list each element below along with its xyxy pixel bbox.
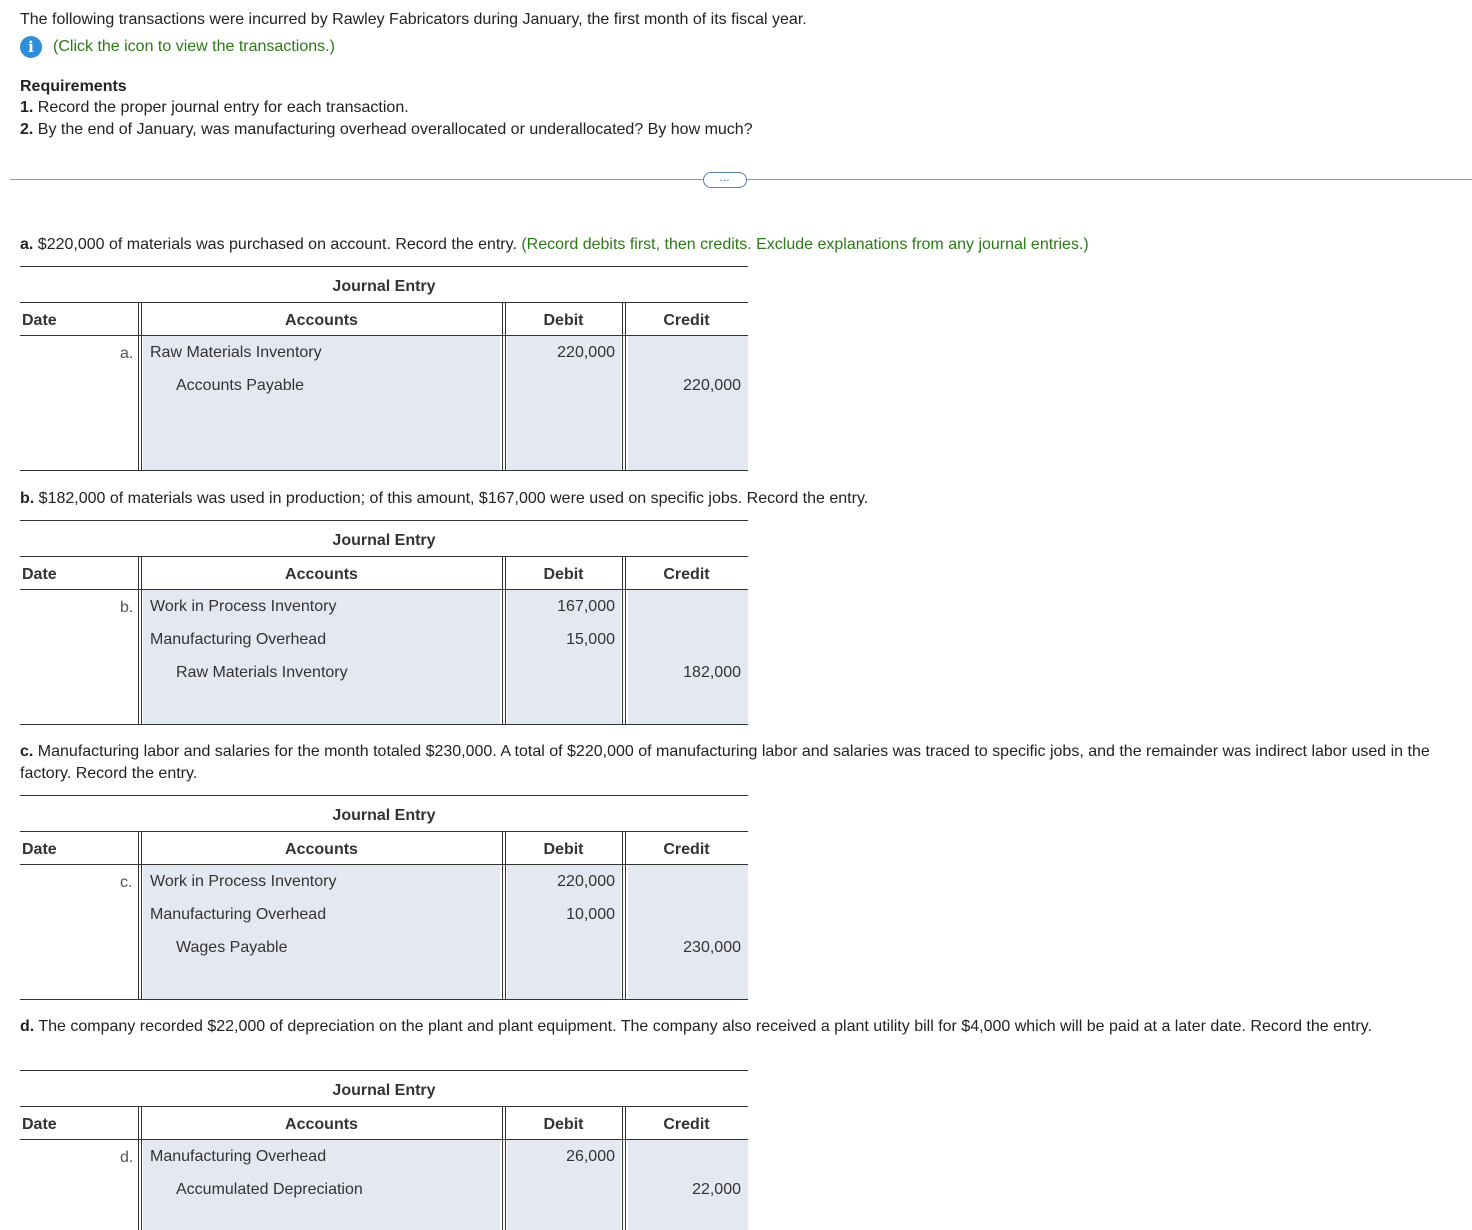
section-a-prompt xyxy=(20,235,1089,255)
section-text: The company recorded $22,000 of depreciation on the plant and plant equipment. The company also received a plant utility bill for $4,000 which will be paid at a later date. Record the entry. xyxy=(38,1018,1372,1035)
table-bottom-rule xyxy=(20,470,748,471)
entry-letter: d. xyxy=(120,1149,134,1166)
table-bottom-rule xyxy=(20,999,748,1000)
column-divider xyxy=(141,1106,142,1230)
accounts-column-header: Accounts xyxy=(285,312,358,329)
section-label: a. xyxy=(20,236,34,253)
credit-column-shade xyxy=(628,590,748,724)
table-top-rule xyxy=(20,795,748,796)
requirement-number: 2. xyxy=(20,121,34,138)
requirement-text: By the end of January, was manufacturing overhead overallocated or underallocated? By how much? xyxy=(37,121,753,138)
credit-column-shade xyxy=(628,865,748,999)
column-divider xyxy=(138,556,139,724)
header-top-rule xyxy=(20,1106,748,1107)
header-bottom-rule xyxy=(20,335,748,336)
account-name: Manufacturing Overhead xyxy=(150,631,327,648)
account-name: Wages Payable xyxy=(176,939,288,956)
debit-column-header: Debit xyxy=(543,566,584,583)
accounts-column-header: Accounts xyxy=(285,566,358,583)
credit-column-header: Credit xyxy=(663,312,710,329)
column-divider xyxy=(502,831,503,999)
account-name: Work in Process Inventory xyxy=(150,598,337,615)
column-divider xyxy=(622,831,623,999)
header-top-rule xyxy=(20,302,748,303)
column-divider xyxy=(138,831,139,999)
journal-entry-title: Journal Entry xyxy=(332,278,436,295)
table-top-rule xyxy=(20,520,748,521)
credit-column-header: Credit xyxy=(663,1116,710,1133)
column-divider xyxy=(141,302,142,470)
debit-amount: 15,000 xyxy=(566,631,615,648)
section-text: $182,000 of materials was used in production; of this amount, $167,000 were used on specific jobs. Record the entry. xyxy=(38,490,869,507)
journal-entry-title: Journal Entry xyxy=(332,807,436,824)
column-divider xyxy=(138,302,139,470)
table-bottom-rule xyxy=(20,724,748,725)
more-button[interactable]: … xyxy=(703,172,747,188)
view-transactions-link[interactable]: (Click the icon to view the transactions.) xyxy=(53,38,335,55)
account-name: Manufacturing Overhead xyxy=(150,1148,327,1165)
credit-amount: 182,000 xyxy=(683,664,741,681)
debit-amount: 220,000 xyxy=(557,873,615,890)
header-bottom-rule xyxy=(20,589,748,590)
date-column-header: Date xyxy=(22,566,57,583)
date-column-header: Date xyxy=(22,312,57,329)
header-top-rule xyxy=(20,831,748,832)
debit-column-header: Debit xyxy=(543,1116,584,1133)
credit-column-header: Credit xyxy=(663,566,710,583)
section-text: $220,000 of materials was purchased on account. Record the entry. xyxy=(37,236,517,253)
section-label: b. xyxy=(20,490,35,507)
requirement-item xyxy=(20,98,409,118)
entry-letter: c. xyxy=(120,874,133,891)
table-top-rule xyxy=(20,1070,748,1071)
section-hint: (Record debits first, then credits. Exclude explanations from any journal entries.) xyxy=(521,236,1089,253)
requirement-number: 1. xyxy=(20,99,34,116)
accounts-column-header: Accounts xyxy=(285,841,358,858)
info-icon[interactable]: i xyxy=(20,36,42,58)
column-divider xyxy=(502,1106,503,1230)
credit-amount: 22,000 xyxy=(692,1181,741,1198)
accounts-column-header: Accounts xyxy=(285,1116,358,1133)
section-label: d. xyxy=(20,1018,35,1035)
section-text: Manufacturing labor and salaries for the month totaled $230,000. A total of $220,000 of manufacturing labor and salaries was traced to specific jobs, and the remainder was indirect labor used in the factory. Record the entry. xyxy=(20,743,1430,782)
column-divider xyxy=(502,302,503,470)
account-name: Accounts Payable xyxy=(176,377,305,394)
section-d-prompt xyxy=(20,1016,1465,1038)
requirement-text: Record the proper journal entry for each transaction. xyxy=(37,99,409,116)
column-divider xyxy=(502,556,503,724)
column-divider xyxy=(141,556,142,724)
intro-text: The following transactions were incurred by Rawley Fabricators during January, the first month of its fiscal year. xyxy=(20,11,807,28)
account-name: Raw Materials Inventory xyxy=(176,664,348,681)
entry-letter: b. xyxy=(120,599,134,616)
debit-amount: 10,000 xyxy=(566,906,615,923)
debit-column-header: Debit xyxy=(543,841,584,858)
account-name: Manufacturing Overhead xyxy=(150,906,327,923)
requirement-item xyxy=(20,120,753,140)
credit-amount: 230,000 xyxy=(683,939,741,956)
debit-amount: 220,000 xyxy=(557,344,615,361)
credit-column-shade xyxy=(628,336,748,470)
date-column-header: Date xyxy=(22,841,57,858)
requirements-heading: Requirements xyxy=(20,78,127,95)
journal-entry-title: Journal Entry xyxy=(332,532,436,549)
column-divider xyxy=(622,556,623,724)
section-label: c. xyxy=(20,743,34,760)
journal-entry-title: Journal Entry xyxy=(332,1082,436,1099)
entry-letter: a. xyxy=(120,345,134,362)
header-bottom-rule xyxy=(20,864,748,865)
section-b-prompt xyxy=(20,489,868,509)
column-divider xyxy=(138,1106,139,1230)
account-name: Raw Materials Inventory xyxy=(150,344,322,361)
debit-amount: 167,000 xyxy=(557,598,615,615)
debit-amount: 26,000 xyxy=(566,1148,615,1165)
header-bottom-rule xyxy=(20,1139,748,1140)
credit-column-header: Credit xyxy=(663,841,710,858)
credit-amount: 220,000 xyxy=(683,377,741,394)
section-c-prompt xyxy=(20,741,1465,785)
header-top-rule xyxy=(20,556,748,557)
debit-column-header: Debit xyxy=(543,312,584,329)
date-column-header: Date xyxy=(22,1116,57,1133)
account-name: Accumulated Depreciation xyxy=(176,1181,363,1198)
account-name: Work in Process Inventory xyxy=(150,873,337,890)
column-divider xyxy=(622,302,623,470)
column-divider xyxy=(141,831,142,999)
column-divider xyxy=(622,1106,623,1230)
table-top-rule xyxy=(20,266,748,267)
